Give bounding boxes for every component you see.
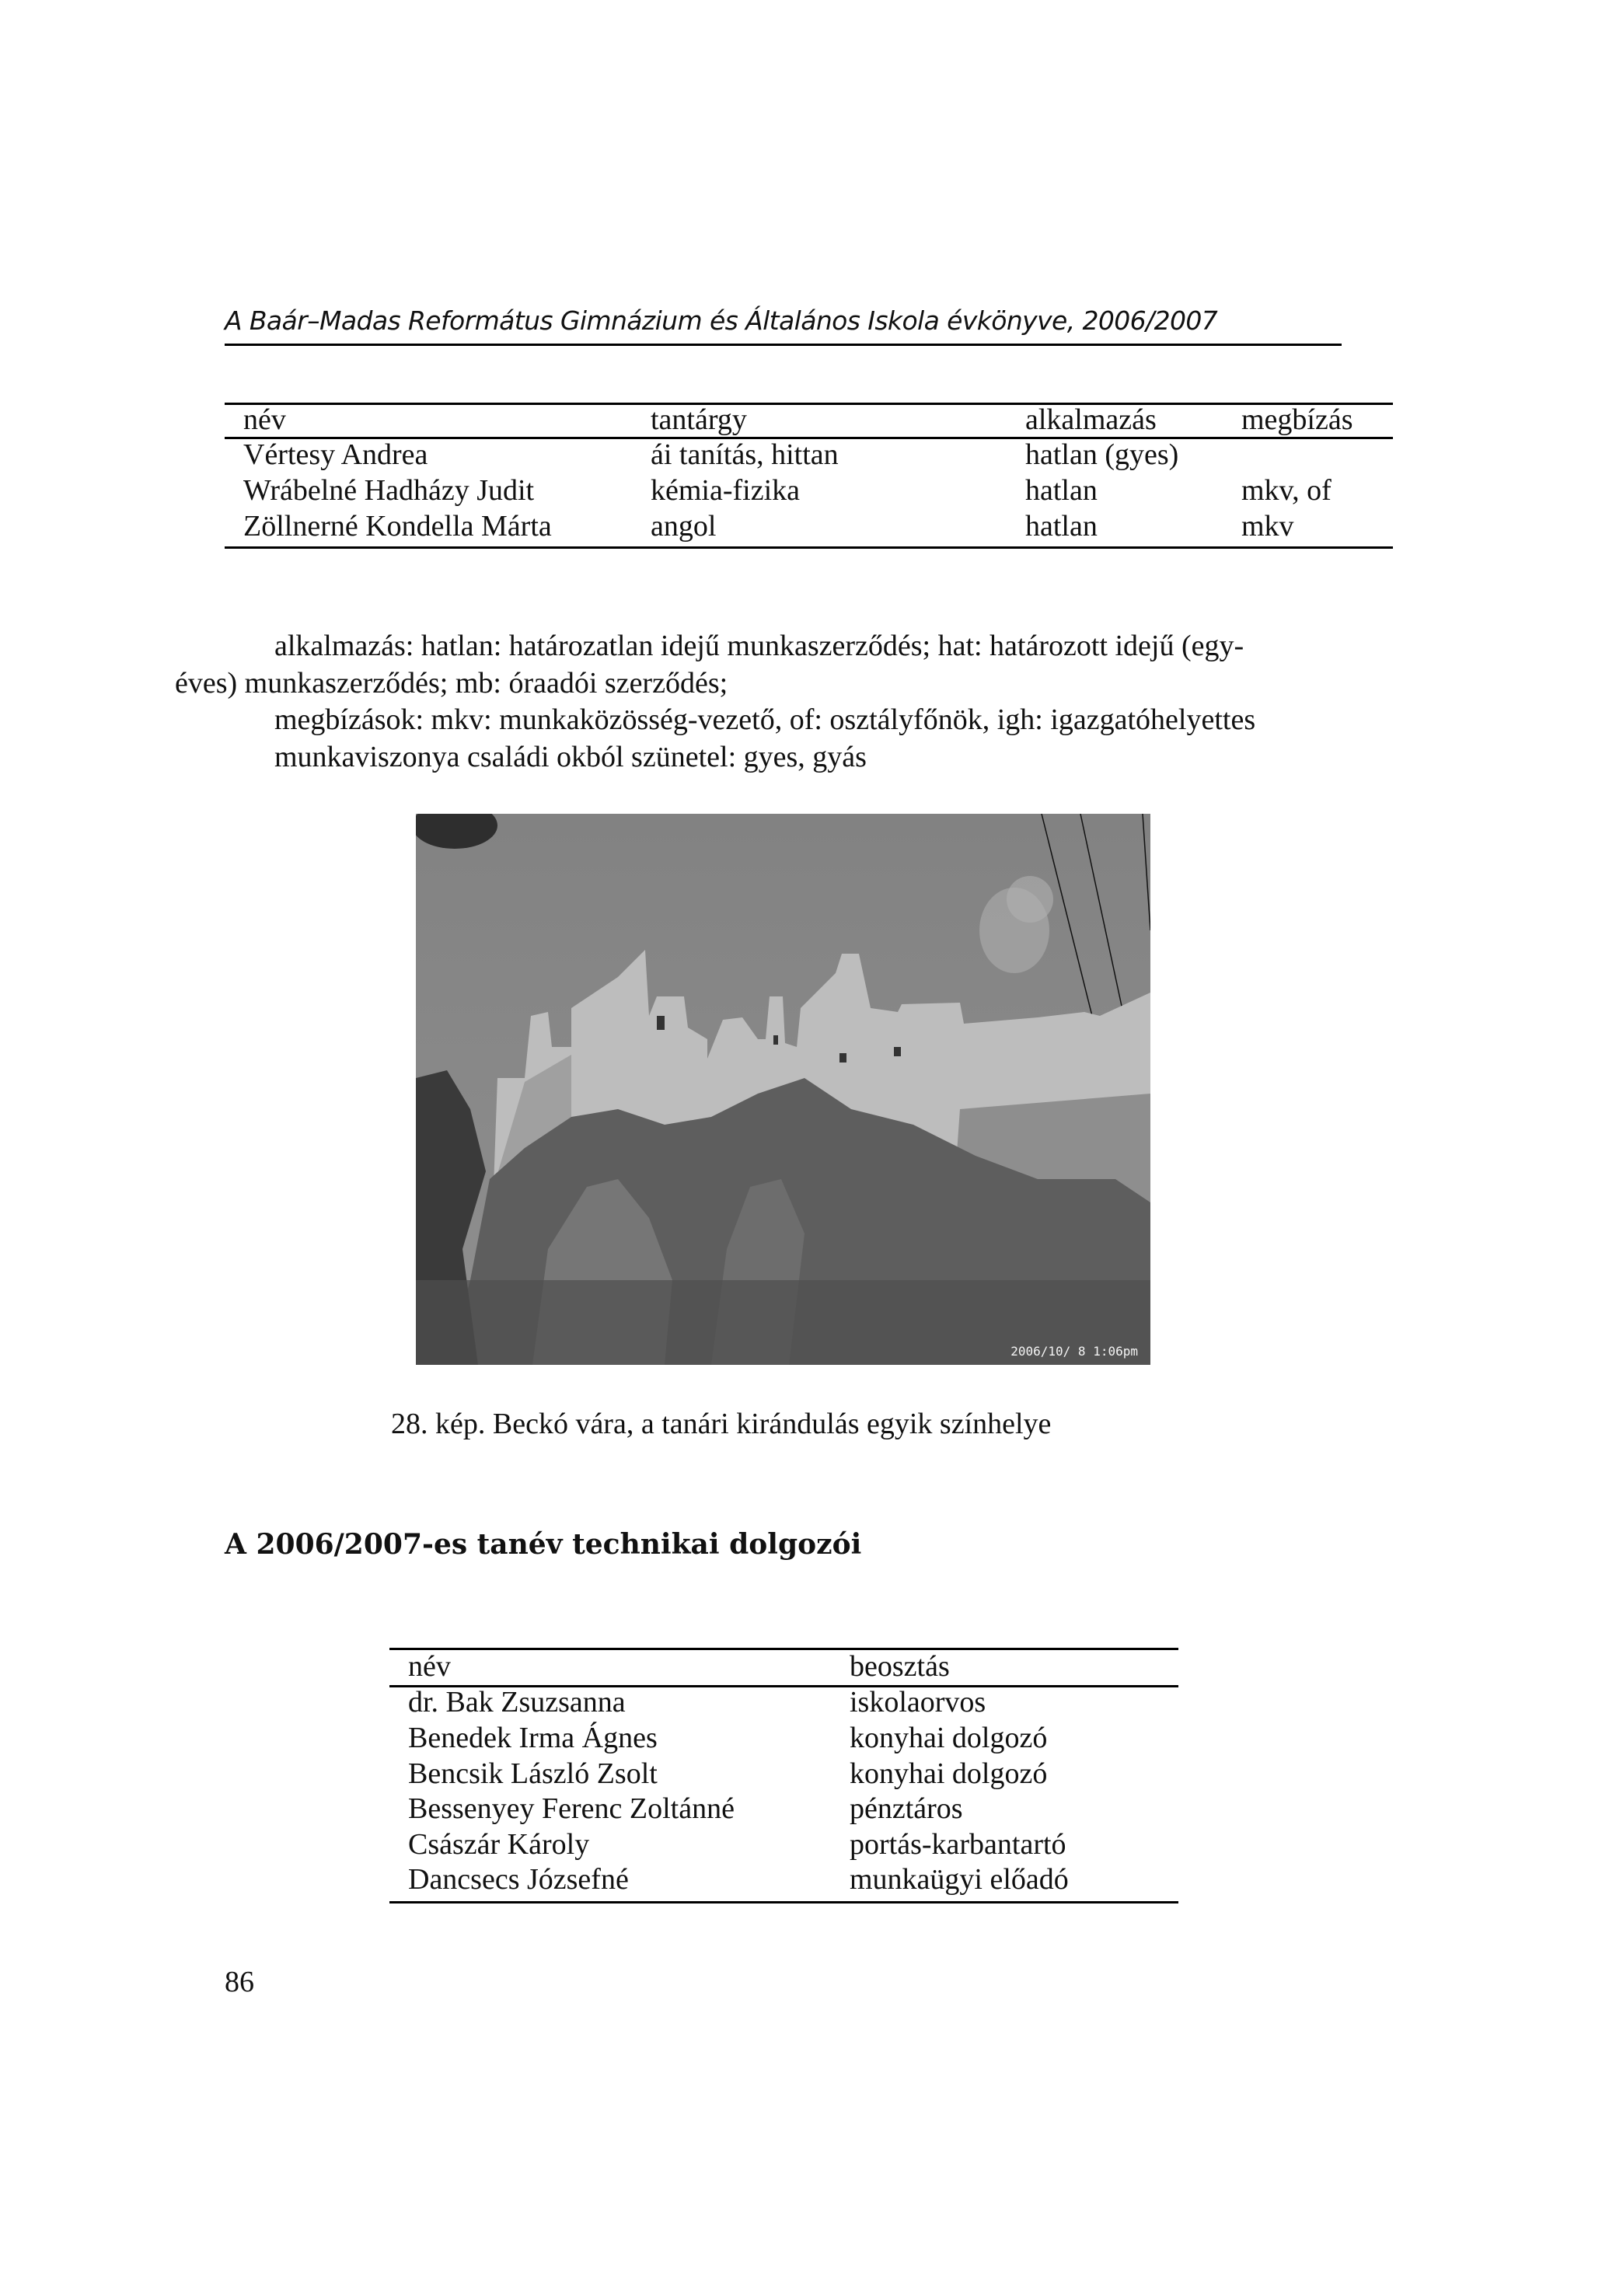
staff-table-bottom-rule — [225, 546, 1393, 549]
cell-megbizas: mkv — [1241, 510, 1294, 543]
table-row — [225, 509, 1393, 545]
cell-beosztas: pénztáros — [850, 1792, 963, 1825]
page-number: 86 — [225, 1966, 254, 1998]
table-row — [225, 473, 1393, 509]
figure-caption: 28. kép. Beckó vára, a tanári kirándulás egyik színhelye — [391, 1408, 1052, 1440]
note-alkalmazas — [175, 628, 1313, 702]
cell-beosztas: konyhai dolgozó — [850, 1722, 1048, 1754]
cell-beosztas: munkaügyi előadó — [850, 1863, 1069, 1896]
note-szunetel: munkaviszonya családi okból szünetel: gyes, gyás — [274, 740, 867, 773]
section-title: A 2006/2007-es tanév technikai dolgozói — [225, 1528, 862, 1561]
table-row — [389, 1721, 1178, 1757]
cell-nev: dr. Bak Zsuzsanna — [408, 1686, 626, 1719]
table-notes — [175, 628, 1313, 776]
running-head-rule — [225, 344, 1342, 346]
photo-timestamp: 2006/10/ 8 1:06pm — [1010, 1344, 1138, 1359]
cell-nev: Császár Károly — [408, 1828, 590, 1861]
window — [839, 1053, 846, 1063]
castle-photo — [416, 814, 1150, 1365]
cell-alkalmazas: hatlan (gyes) — [1025, 438, 1179, 471]
column-header-alkalmazas: alkalmazás — [1025, 403, 1157, 436]
window — [894, 1047, 901, 1056]
cell-nev: Bessenyey Ferenc Zoltánné — [408, 1792, 735, 1825]
cell-tantargy: kémia-fizika — [651, 474, 801, 507]
cell-nev: Vértesy Andrea — [243, 438, 428, 471]
cell-nev: Dancsecs Józsefné — [408, 1863, 629, 1896]
table-row — [389, 1862, 1178, 1898]
note-line: éves) munkaszerződés; mb: óraadói szerződés; — [175, 666, 728, 700]
note-line: alkalmazás: hatlan: határozatlan idejű munkaszerződés; hat: határozott idejű (egy- — [274, 630, 1244, 662]
tech-table-header-row — [389, 1649, 1178, 1685]
window — [657, 1016, 665, 1030]
cell-nev: Zöllnerné Kondella Márta — [243, 510, 552, 543]
cell-alkalmazas: hatlan — [1025, 474, 1098, 507]
cell-nev: Benedek Irma Ágnes — [408, 1722, 658, 1754]
cell-nev: Wrábelné Hadházy Judit — [243, 474, 535, 507]
table-row — [389, 1757, 1178, 1792]
table-row — [389, 1792, 1178, 1827]
table-row — [389, 1827, 1178, 1863]
cell-nev: Bencsik László Zsolt — [408, 1757, 658, 1790]
staff-table-header-row — [225, 403, 1393, 438]
column-header-nev: név — [243, 403, 286, 436]
window — [773, 1035, 778, 1045]
cell-beosztas: konyhai dolgozó — [850, 1757, 1048, 1790]
tech-table-bottom-rule — [389, 1901, 1178, 1903]
table-row — [389, 1685, 1178, 1721]
cell-beosztas: iskolaorvos — [850, 1686, 986, 1719]
castle-photo-illustration — [416, 814, 1150, 1365]
running-head: A Baár–Madas Református Gimnázium és Általános Iskola évkönyve, 2006/2007 — [225, 305, 1218, 336]
column-header-beosztas: beosztás — [850, 1650, 950, 1683]
cell-tantargy: angol — [651, 510, 717, 543]
cell-tantargy: ái tanítás, hittan — [651, 438, 839, 471]
column-header-nev: név — [408, 1650, 451, 1683]
column-header-tantargy: tantárgy — [651, 403, 747, 436]
cloud — [1007, 876, 1053, 923]
table-row — [225, 438, 1393, 473]
column-header-megbizas: megbízás — [1241, 403, 1353, 436]
note-megbizasok: megbízások: mkv: munkaközösség-vezető, of: osztályfőnök, igh: igazgatóhelyettes — [274, 703, 1256, 736]
cell-alkalmazas: hatlan — [1025, 510, 1098, 543]
cell-megbizas: mkv, of — [1241, 474, 1332, 507]
cell-beosztas: portás-karbantartó — [850, 1828, 1066, 1861]
